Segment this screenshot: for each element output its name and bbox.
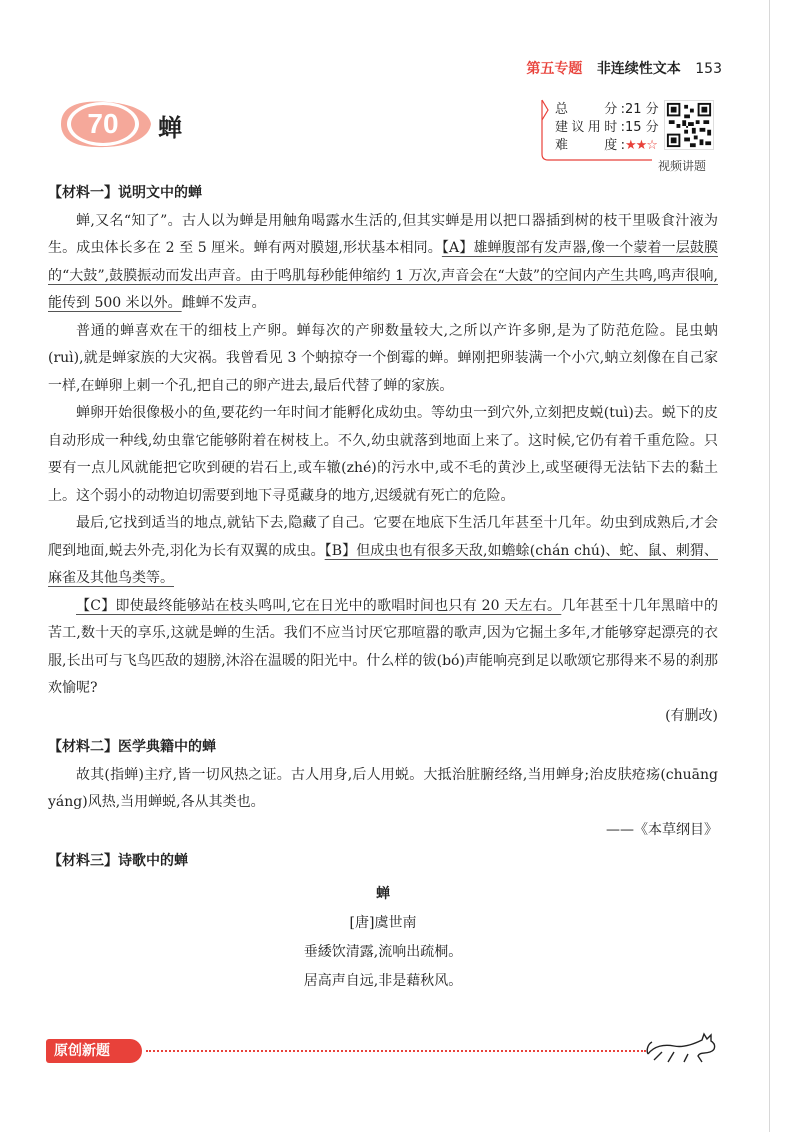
page-edge (769, 0, 770, 1132)
underlined-sentence-c: 【C】即使最终能够站在枝头鸣叫,它在日光中的歌唱时间也只有 20 天左右。 (76, 597, 562, 614)
footer-dotted-line (146, 1050, 646, 1052)
material1-heading: 【材料一】说明文中的蝉 (48, 185, 202, 201)
exam-info: 总 分:21 分 建议用时:15 分 难 度:★★☆ (555, 102, 659, 153)
material1-paragraph-3: 蝉卵开始很像极小的鱼,要花约一年时间才能孵化成幼虫。等幼虫一到穴外,立刻把皮蜕(tuì)去。蜕下的皮自动形成一种线,幼虫靠它能够附着在树枝上。不久,幼虫就落到地面上来了。这时候,它仍有着千重危险。只要有一点儿风就能把它吹到硬的岩石上,或车辙(zhé)的污水中,或不毛的黄沙上,或坚硬得无法钻下去的黏土上。这个弱小的动物迫切需要到地下寻觅藏身的地方,迟缓就有死亡的危险。 (48, 405, 718, 504)
section-label: 非连续性文本 (596, 61, 681, 77)
poem-line-2: 居高声自远,非是藉秋风。 (303, 972, 463, 989)
page-number: 153 (695, 61, 722, 77)
material2-heading: 【材料二】医学典籍中的蝉 (48, 739, 216, 755)
video-explain-link[interactable]: 视频讲题 (658, 159, 707, 173)
underlined-sentence-a: 【A】雄蝉腹部有发声器,像一个蒙着一层鼓膜的“大鼓”,鼓膜振动而发出声音。由于鸣肌每秒能伸缩约 1 万次,声音会在“大鼓”的空间内产生共鸣,鸣声很响,能传到 500 米以外。 (48, 240, 718, 311)
topic-label: 第五专题 (526, 61, 583, 77)
page-header (526, 58, 722, 78)
poem-title: 蝉 (376, 885, 390, 902)
qr-code-icon[interactable] (664, 100, 714, 150)
poem-author: [唐]虞世南 (349, 914, 417, 931)
cat-icon (644, 1026, 720, 1066)
question-number-badge (53, 98, 153, 150)
main-content (48, 178, 718, 996)
poem (48, 880, 718, 996)
material1-paragraph-4: 最后,它找到适当的地点,就钻下去,隐藏了自己。它要在地底下生活几年甚至十几年。幼虫到成熟后,才会爬到地面,蜕去外壳,羽化为长有双翼的成虫。【B】但成虫也有很多天敌,如蟾蜍(chán chú)、蛇、鼠、刺猬、麻雀及其他鸟类等。 (48, 515, 718, 586)
material1-paragraph-2: 普通的蝉喜欢在干的细枝上产卵。蝉每次的产卵数量较大,之所以产许多卵,是为了防范危险。昆虫蚋(ruì),就是蝉家族的大灾祸。我曾看见 3 个蚋掠夺一个倒霉的蝉。蝉刚把卵装满一个小穴,蚋立刻像在自己家一样,在蝉卵上刺一个孔,把自己的卵产进去,最后代替了蝉的家族。 (48, 322, 718, 394)
material1-note: (有删改) (665, 707, 718, 724)
material1-paragraph-1: 蝉,又名“知了”。古人以为蝉是用触角喝露水生活的,但其实蝉是用以把口器插到树的枝干里吸食汁液为生。成虫体长多在 2 至 5 厘米。蝉有两对膜翅,形状基本相同。【A】雄蝉腹部有发声器,像一个蒙着一层鼓膜的“大鼓”,鼓膜振动而发出声音。由于鸣肌每秒能伸缩约 1 万次,声音会在“大鼓”的空间内产生共鸣,鸣声很响,能传到 500 米以外。雌蝉不发声。 (48, 212, 718, 311)
material2-paragraph: 故其(指蝉)主疗,皆一切风热之证。古人用身,后人用蜕。大抵治脏腑经络,当用蝉身;治皮肤疮疡(chuāng yáng)风热,当用蝉蜕,各从其类也。 (48, 766, 718, 810)
material1-paragraph-5: 【C】即使最终能够站在枝头鸣叫,它在日光中的歌唱时间也只有 20 天左右。几年甚至十几年黑暗中的苦工,数十天的享乐,这就是蝉的生活。我们不应当讨厌它那喧嚣的歌声,因为它掘土多年,才能够穿起漂亮的衣服,长出可与飞鸟匹敌的翅膀,沐浴在温暖的阳光中。什么样的钹(bó)声能响亮到足以歌颂它那得来不易的刹那欢愉呢? (48, 597, 718, 696)
poem-line-1: 垂緌饮清露,流响出疏桐。 (303, 943, 463, 960)
underlined-sentence-b: 【B】但成虫也有很多天敌,如蟾蜍(chán chú)、蛇、鼠、刺猬、麻雀及其他鸟类等。 (48, 542, 718, 586)
original-question-tag: 原创新题 (46, 1039, 142, 1063)
material3-heading: 【材料三】诗歌中的蝉 (48, 853, 188, 869)
article-title: 蝉 (158, 114, 182, 142)
difficulty-stars: ★★☆ (625, 138, 657, 153)
question-number: 70 (87, 108, 119, 139)
material2-source: ——《本草纲目》 (606, 821, 718, 838)
